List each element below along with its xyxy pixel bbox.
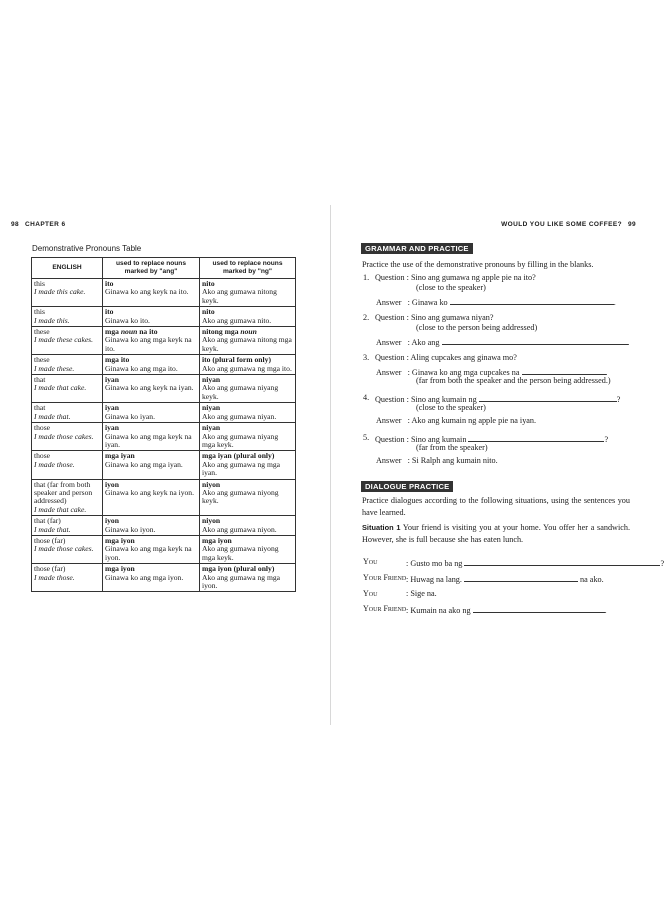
table-row xyxy=(32,535,296,563)
example-sentence: Ginawa ko ito. xyxy=(105,315,150,325)
answer-label: Answer xyxy=(376,298,402,307)
example-sentence: I made this cake. xyxy=(34,287,86,297)
english-term: these xyxy=(34,355,50,365)
ang-cell xyxy=(103,279,200,307)
noun-placeholder: noun xyxy=(240,327,257,337)
pronoun: ito (plural form only) xyxy=(202,355,271,365)
question-label: Question : xyxy=(375,395,409,404)
answer-label: Answer xyxy=(376,416,402,425)
speaker-label: Your Friend xyxy=(363,573,407,582)
ang-cell xyxy=(103,327,200,355)
answer-blank[interactable] xyxy=(479,393,617,402)
header-ng: used to replace nouns marked by "ng" xyxy=(200,258,296,279)
english-term: that xyxy=(34,403,46,413)
pronoun: mga iyon (plural only) xyxy=(202,564,275,574)
english-cell xyxy=(32,564,103,592)
question-text: Sino ang kumain ng xyxy=(410,395,477,404)
question-text: Sino ang gumawa niyan? xyxy=(410,313,494,322)
situation-text: Your friend is visiting you at your home. You offer her a sandwich. However, she is full because she has eaten lunch. xyxy=(362,523,631,544)
question-label: Question : xyxy=(375,313,409,322)
pronoun: nitong mga noun xyxy=(202,327,257,337)
answer-label: Answer xyxy=(376,456,402,465)
example-sentence: Ginawa ko ang mga ito. xyxy=(105,363,178,373)
example-sentence: I made that. xyxy=(34,411,71,421)
pronoun: iyon xyxy=(105,479,119,489)
pronoun: mga iyan (plural only) xyxy=(202,451,275,461)
question-number: 4. xyxy=(363,393,370,402)
example-sentence: I made that cake. xyxy=(34,504,87,514)
answer-text: : Ako ang kumain ng apple pie na iyan. xyxy=(407,416,537,425)
ang-cell xyxy=(103,423,200,451)
answer-text: : Ginawa ko ang mga cupcakes na xyxy=(407,368,520,377)
example-sentence: Ginawa ko ang mga iyon. xyxy=(105,572,184,582)
example-sentence: Ginawa ko ang mga iyan. xyxy=(105,459,183,469)
example-sentence: I made that cake. xyxy=(34,383,87,393)
situation-label: Situation 1 xyxy=(362,523,401,532)
table-row xyxy=(32,327,296,355)
table-row xyxy=(32,279,296,307)
english-cell xyxy=(32,535,103,563)
question-note: (close to the speaker) xyxy=(416,283,486,292)
example-sentence: Ako ang gumawa niyang mga keyk. xyxy=(202,431,279,449)
end-punctuation: . xyxy=(627,338,630,347)
english-term: those (far) xyxy=(34,535,66,545)
answer-blank[interactable] xyxy=(442,336,628,345)
right-page-number: 99 xyxy=(627,221,636,228)
ng-cell xyxy=(200,403,296,423)
grammar-intro: Practice the use of the demonstrative pronouns by filling in the blanks. xyxy=(362,260,594,269)
end-punctuation: ? xyxy=(616,395,621,404)
example-sentence: Ako ang gumawa niyong keyk. xyxy=(202,487,279,506)
table-row xyxy=(32,516,296,536)
dialogue-text: : Huwag na lang. xyxy=(406,575,462,584)
running-head-title: WOULD YOU LIKE SOME COFFEE? xyxy=(501,221,622,228)
grammar-heading: GRAMMAR AND PRACTICE xyxy=(361,243,473,254)
answer-text: : Si Ralph ang kumain nito. xyxy=(407,456,498,465)
dialogue-blank[interactable] xyxy=(473,604,605,613)
question-note: (far from the speaker) xyxy=(416,443,488,452)
pronoun: iyan xyxy=(105,423,119,433)
answer-blank[interactable] xyxy=(450,296,614,305)
english-term: that (far from both speaker and person addressed) xyxy=(34,479,93,506)
example-sentence: I made those. xyxy=(34,572,75,582)
question-label: Question : xyxy=(375,435,409,444)
pronoun: ito xyxy=(105,307,114,317)
pronoun: mga ito xyxy=(105,355,130,365)
ang-cell xyxy=(103,479,200,516)
pronoun: nito xyxy=(202,279,215,288)
end-punctuation: . xyxy=(613,298,616,307)
chapter-label: CHAPTER 6 xyxy=(25,221,66,228)
example-sentence: Ginawa ko ang keyk na iyon. xyxy=(105,487,194,497)
left-page-number: 98 xyxy=(11,221,20,228)
pronoun: mga iyon xyxy=(202,535,232,545)
english-cell xyxy=(32,451,103,479)
english-term: these xyxy=(34,327,50,337)
english-cell xyxy=(32,355,103,375)
page-spine xyxy=(330,205,331,725)
english-cell xyxy=(32,307,103,327)
dialogue-intro: Practice dialogues according to the following situations, using the sentences you have learned. xyxy=(362,496,630,517)
ang-cell xyxy=(103,307,200,327)
example-sentence: Ako ang gumawa niyong mga keyk. xyxy=(202,544,279,562)
situation xyxy=(362,522,630,545)
ang-cell xyxy=(103,564,200,592)
demonstrative-pronouns-table xyxy=(31,257,296,592)
ng-cell xyxy=(200,355,296,375)
right-running-head xyxy=(501,221,636,228)
english-cell xyxy=(32,375,103,403)
dialogue-blank[interactable] xyxy=(464,573,578,582)
example-sentence: Ginawa ko ang keyk na iyan. xyxy=(105,383,194,393)
dialogue-end: . xyxy=(604,606,607,615)
example-sentence: I made that. xyxy=(34,524,71,534)
ng-cell xyxy=(200,423,296,451)
dialogue-blank[interactable] xyxy=(464,557,660,566)
table-row xyxy=(32,451,296,479)
question-number: 1. xyxy=(363,273,370,282)
ng-cell xyxy=(200,479,296,516)
pronoun: nito xyxy=(202,307,215,317)
ang-cell xyxy=(103,516,200,536)
example-sentence: Ako ang gumawa nito. xyxy=(202,315,272,325)
header-english: ENGLISH xyxy=(32,258,103,279)
question-label: Question : xyxy=(375,273,409,282)
example-sentence: I made this. xyxy=(34,315,70,325)
english-cell xyxy=(32,479,103,516)
english-term: that xyxy=(34,375,46,385)
answer-label: Answer xyxy=(376,338,402,347)
table-row xyxy=(32,403,296,423)
ng-cell xyxy=(200,535,296,563)
pronoun: mga noun na ito xyxy=(105,327,158,337)
example-sentence: I made these cakes. xyxy=(34,335,94,345)
ng-cell xyxy=(200,327,296,355)
example-sentence: Ako ang gumawa ng mga ito. xyxy=(202,363,292,373)
left-running-head xyxy=(11,221,65,228)
pronoun: niyan xyxy=(202,423,221,433)
example-sentence: Ginawa ko ang mga keyk na iyan. xyxy=(105,431,192,449)
example-sentence: Ginawa ko ang mga keyk na ito. xyxy=(105,335,192,353)
example-sentence: Ako ang gumawa niyon. xyxy=(202,524,277,534)
table-row xyxy=(32,479,296,516)
ang-cell xyxy=(103,535,200,563)
answer-note: (far from both the speaker and the person being addressed.) xyxy=(416,376,611,385)
english-term: those (far) xyxy=(34,564,66,574)
example-sentence: Ako ang gumawa nitong mga keyk. xyxy=(202,335,292,353)
ng-cell xyxy=(200,279,296,307)
english-cell xyxy=(32,423,103,451)
answer-text: : Ako ang xyxy=(407,338,440,347)
english-cell xyxy=(32,516,103,536)
example-sentence: Ako ang gumawa niyang keyk. xyxy=(202,383,279,401)
question-number: 2. xyxy=(363,313,370,322)
dialogue-text: : Gusto mo ba ng xyxy=(406,559,463,568)
english-cell xyxy=(32,403,103,423)
table-title: Demonstrative Pronouns Table xyxy=(32,244,142,253)
pronoun: niyon xyxy=(202,516,221,526)
speaker-label: Your Friend xyxy=(363,604,407,613)
dialogue-end: na ako. xyxy=(580,575,604,584)
english-term: that (far) xyxy=(34,516,61,526)
ang-cell xyxy=(103,451,200,479)
example-sentence: I made those cakes. xyxy=(34,544,94,554)
example-sentence: I made those cakes. xyxy=(34,431,94,441)
ng-cell xyxy=(200,375,296,403)
pronoun: mga iyon xyxy=(105,535,135,545)
table-row xyxy=(32,564,296,592)
pronoun: iyan xyxy=(105,375,119,385)
table-row xyxy=(32,355,296,375)
ng-cell xyxy=(200,516,296,536)
ng-cell xyxy=(200,451,296,479)
english-cell xyxy=(32,327,103,355)
pronoun: niyan xyxy=(202,375,221,385)
header-ang: used to replace nouns marked by "ang" xyxy=(103,258,200,279)
question-label: Question : xyxy=(375,353,409,362)
table-header-row xyxy=(32,258,296,279)
ang-cell xyxy=(103,355,200,375)
pronoun: mga iyan xyxy=(105,451,135,461)
dialogue-heading: DIALOGUE PRACTICE xyxy=(361,481,453,492)
english-term: those xyxy=(34,451,51,461)
pronoun: iyan xyxy=(105,403,119,413)
ng-cell xyxy=(200,307,296,327)
pronoun: ito xyxy=(105,279,114,288)
question-text: Sino ang gumawa ng apple pie na ito? xyxy=(410,273,536,282)
question-number: 5. xyxy=(363,433,370,442)
english-term: this xyxy=(34,279,45,288)
example-sentence: Ginawa ko iyon. xyxy=(105,524,156,534)
question-note: (close to the speaker) xyxy=(416,403,486,412)
answer-label: Answer xyxy=(376,368,402,377)
table-row xyxy=(32,307,296,327)
question-note: (close to the person being addressed) xyxy=(416,323,538,332)
dialogue-end: ? xyxy=(660,559,664,568)
example-sentence: Ginawa ko ang keyk na ito. xyxy=(105,287,189,297)
example-sentence: Ginawa ko ang mga keyk na iyon. xyxy=(105,544,192,562)
ang-cell xyxy=(103,375,200,403)
answer-blank[interactable] xyxy=(468,433,604,442)
end-punctuation: . xyxy=(605,368,608,377)
question-text: Sino ang kumain xyxy=(410,435,467,444)
example-sentence: Ginawa ko iyan. xyxy=(105,411,155,421)
example-sentence: I made those. xyxy=(34,459,75,469)
example-sentence: Ako ang gumawa ng mga iyan. xyxy=(202,459,281,478)
ng-cell xyxy=(200,564,296,592)
ang-cell xyxy=(103,403,200,423)
answer-blank[interactable] xyxy=(522,366,606,375)
table-row xyxy=(32,375,296,403)
example-sentence: Ako ang gumawa nitong keyk. xyxy=(202,287,277,305)
english-cell xyxy=(32,279,103,307)
dialogue-text: : Kumain na ako ng xyxy=(406,606,471,615)
example-sentence: I made these. xyxy=(34,363,75,373)
table-row xyxy=(32,423,296,451)
answer-text: : Ginawa ko xyxy=(407,298,448,307)
english-term: this xyxy=(34,307,45,317)
speaker-label: You xyxy=(363,557,378,566)
question-number: 3. xyxy=(363,353,370,362)
example-sentence: Ako ang gumawa niyan. xyxy=(202,411,277,421)
end-punctuation: ? xyxy=(604,435,609,444)
dialogue-text: : Sige na. xyxy=(406,589,437,598)
example-sentence: Ako ang gumawa ng mga iyon. xyxy=(202,572,281,590)
pronoun: niyan xyxy=(202,403,221,413)
pronoun: niyon xyxy=(202,479,221,489)
pronoun: mga iyon xyxy=(105,564,135,574)
noun-placeholder: noun xyxy=(120,327,138,337)
question-text: Aling cupcakes ang ginawa mo? xyxy=(410,353,517,362)
speaker-label: You xyxy=(363,589,378,598)
english-term: those xyxy=(34,423,51,433)
pronoun: iyon xyxy=(105,516,119,526)
